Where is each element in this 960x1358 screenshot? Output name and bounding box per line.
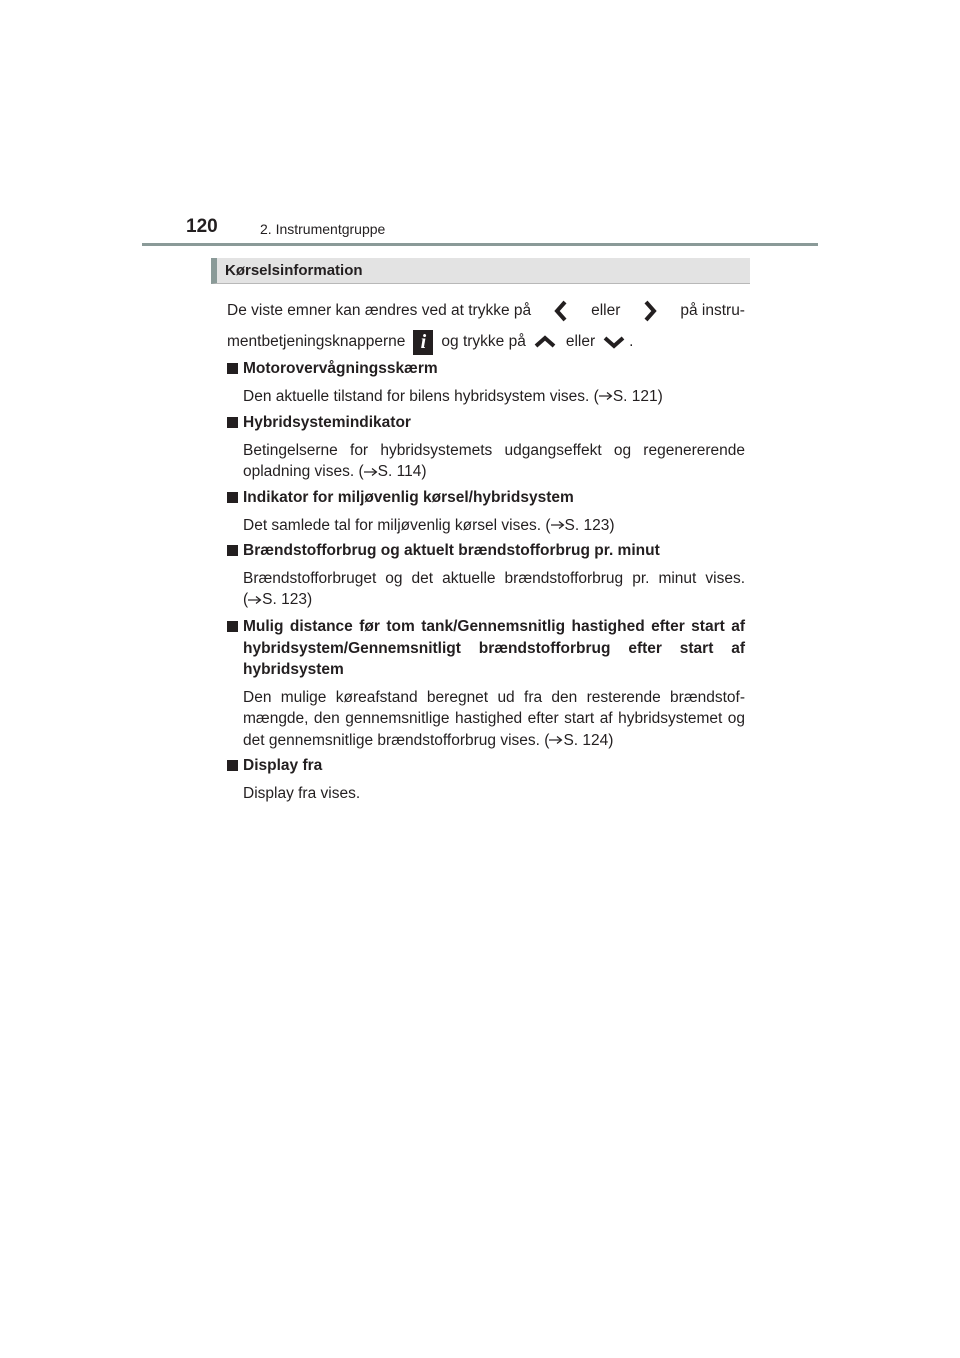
item-heading xyxy=(227,412,745,434)
intro-line-2 xyxy=(227,327,745,357)
list-item xyxy=(227,487,745,536)
page-reference-text: S. 114 xyxy=(377,463,422,480)
page-reference: ( S. 114) xyxy=(358,463,427,480)
intro-line-1 xyxy=(227,297,745,325)
page-reference-text: S. 124 xyxy=(563,731,609,749)
square-bullet-icon xyxy=(227,417,238,428)
arrow-right-icon xyxy=(248,595,262,605)
item-body-text: Den mulige køreafstand beregnet ud fra den resterende brændstof-mængde, den gennemsnitlige hastighed efter start af hybridsystemet og det gennemsnitlige brændstofforbrug vises. xyxy=(243,688,745,749)
square-bullet-icon xyxy=(227,760,238,771)
item-heading xyxy=(227,487,745,509)
arrow-right-icon xyxy=(549,735,563,745)
intro-text-5: og trykke på xyxy=(441,333,526,350)
intro-paragraph xyxy=(227,297,745,357)
item-body-text: Brændstofforbruget og det aktuelle brændstofforbrug pr. minut vises. xyxy=(243,569,745,587)
chevron-right-icon xyxy=(643,300,657,322)
page-reference: ( S. 123) xyxy=(243,591,313,608)
arrow-right-icon xyxy=(364,467,378,477)
item-title: Brændstofforbrug og aktuelt brændstofforbrug pr. minut xyxy=(243,542,660,559)
intro-text-7: . xyxy=(629,333,634,350)
page-reference-text: S. 121 xyxy=(612,387,658,405)
item-heading xyxy=(227,755,745,777)
page-reference-text: S. 123 xyxy=(564,516,610,534)
item-heading xyxy=(227,616,745,681)
item-body-text: Den aktuelle tilstand for bilens hybridsystem vises. xyxy=(243,387,590,405)
section-title: Kørselsinformation xyxy=(225,262,363,279)
header-divider xyxy=(142,243,818,246)
section-heading xyxy=(211,258,750,284)
item-heading xyxy=(227,540,745,562)
arrow-right-icon xyxy=(599,391,613,401)
square-bullet-icon xyxy=(227,545,238,556)
page-reference: ( S. 123) xyxy=(545,516,615,534)
page-number: 120 xyxy=(186,216,218,237)
item-description xyxy=(243,515,745,537)
item-title: Motorovervågningsskærm xyxy=(243,360,438,377)
square-bullet-icon xyxy=(227,492,238,503)
item-title: Display fra xyxy=(243,757,323,774)
intro-text-6: eller xyxy=(565,333,596,350)
arrow-right-icon xyxy=(551,520,565,530)
item-body-text: Display fra vises. xyxy=(243,784,361,802)
item-body-text: Betingelserne for hybridsystemets udgangseffekt og regenererende opladning vises. xyxy=(243,441,745,480)
page-reference: ( S. 121) xyxy=(593,387,663,405)
intro-text-2: eller xyxy=(591,302,621,319)
list-item xyxy=(227,755,745,804)
item-body-text: Det samlede tal for miljøvenlig kørsel vises. xyxy=(243,516,542,534)
list-item xyxy=(227,412,745,483)
square-bullet-icon xyxy=(227,621,238,632)
item-description xyxy=(243,568,745,611)
item-title: Mulig distance før tom tank/Gennemsnitlig hastighed efter start af hybridsystem/Gennemsnitligt brændstofforbrug efter start af hybridsystem xyxy=(243,618,745,678)
info-icon: i xyxy=(413,330,433,355)
chevron-up-icon xyxy=(534,335,556,349)
list-item xyxy=(227,540,745,611)
chevron-down-icon xyxy=(603,335,625,349)
page-reference: ( S. 124) xyxy=(544,731,614,749)
item-description xyxy=(243,386,745,408)
item-description xyxy=(243,440,745,483)
square-bullet-icon xyxy=(227,363,238,374)
list-item xyxy=(227,616,745,751)
intro-text-3: på instru- xyxy=(680,302,745,319)
chapter-title: 2. Instrumentgruppe xyxy=(260,221,386,237)
intro-text-4: mentbetjeningsknapperne xyxy=(227,333,406,350)
item-description xyxy=(243,783,745,805)
item-description xyxy=(243,687,745,752)
item-title: Indikator for miljøvenlig kørsel/hybridsystem xyxy=(243,489,574,506)
page-reference-text: S. 123 xyxy=(262,591,307,608)
chevron-left-icon xyxy=(554,300,568,322)
intro-text-1: De viste emner kan ændres ved at trykke på xyxy=(227,302,532,319)
item-heading xyxy=(227,358,745,380)
item-title: Hybridsystemindikator xyxy=(243,414,411,431)
list-item xyxy=(227,358,745,407)
